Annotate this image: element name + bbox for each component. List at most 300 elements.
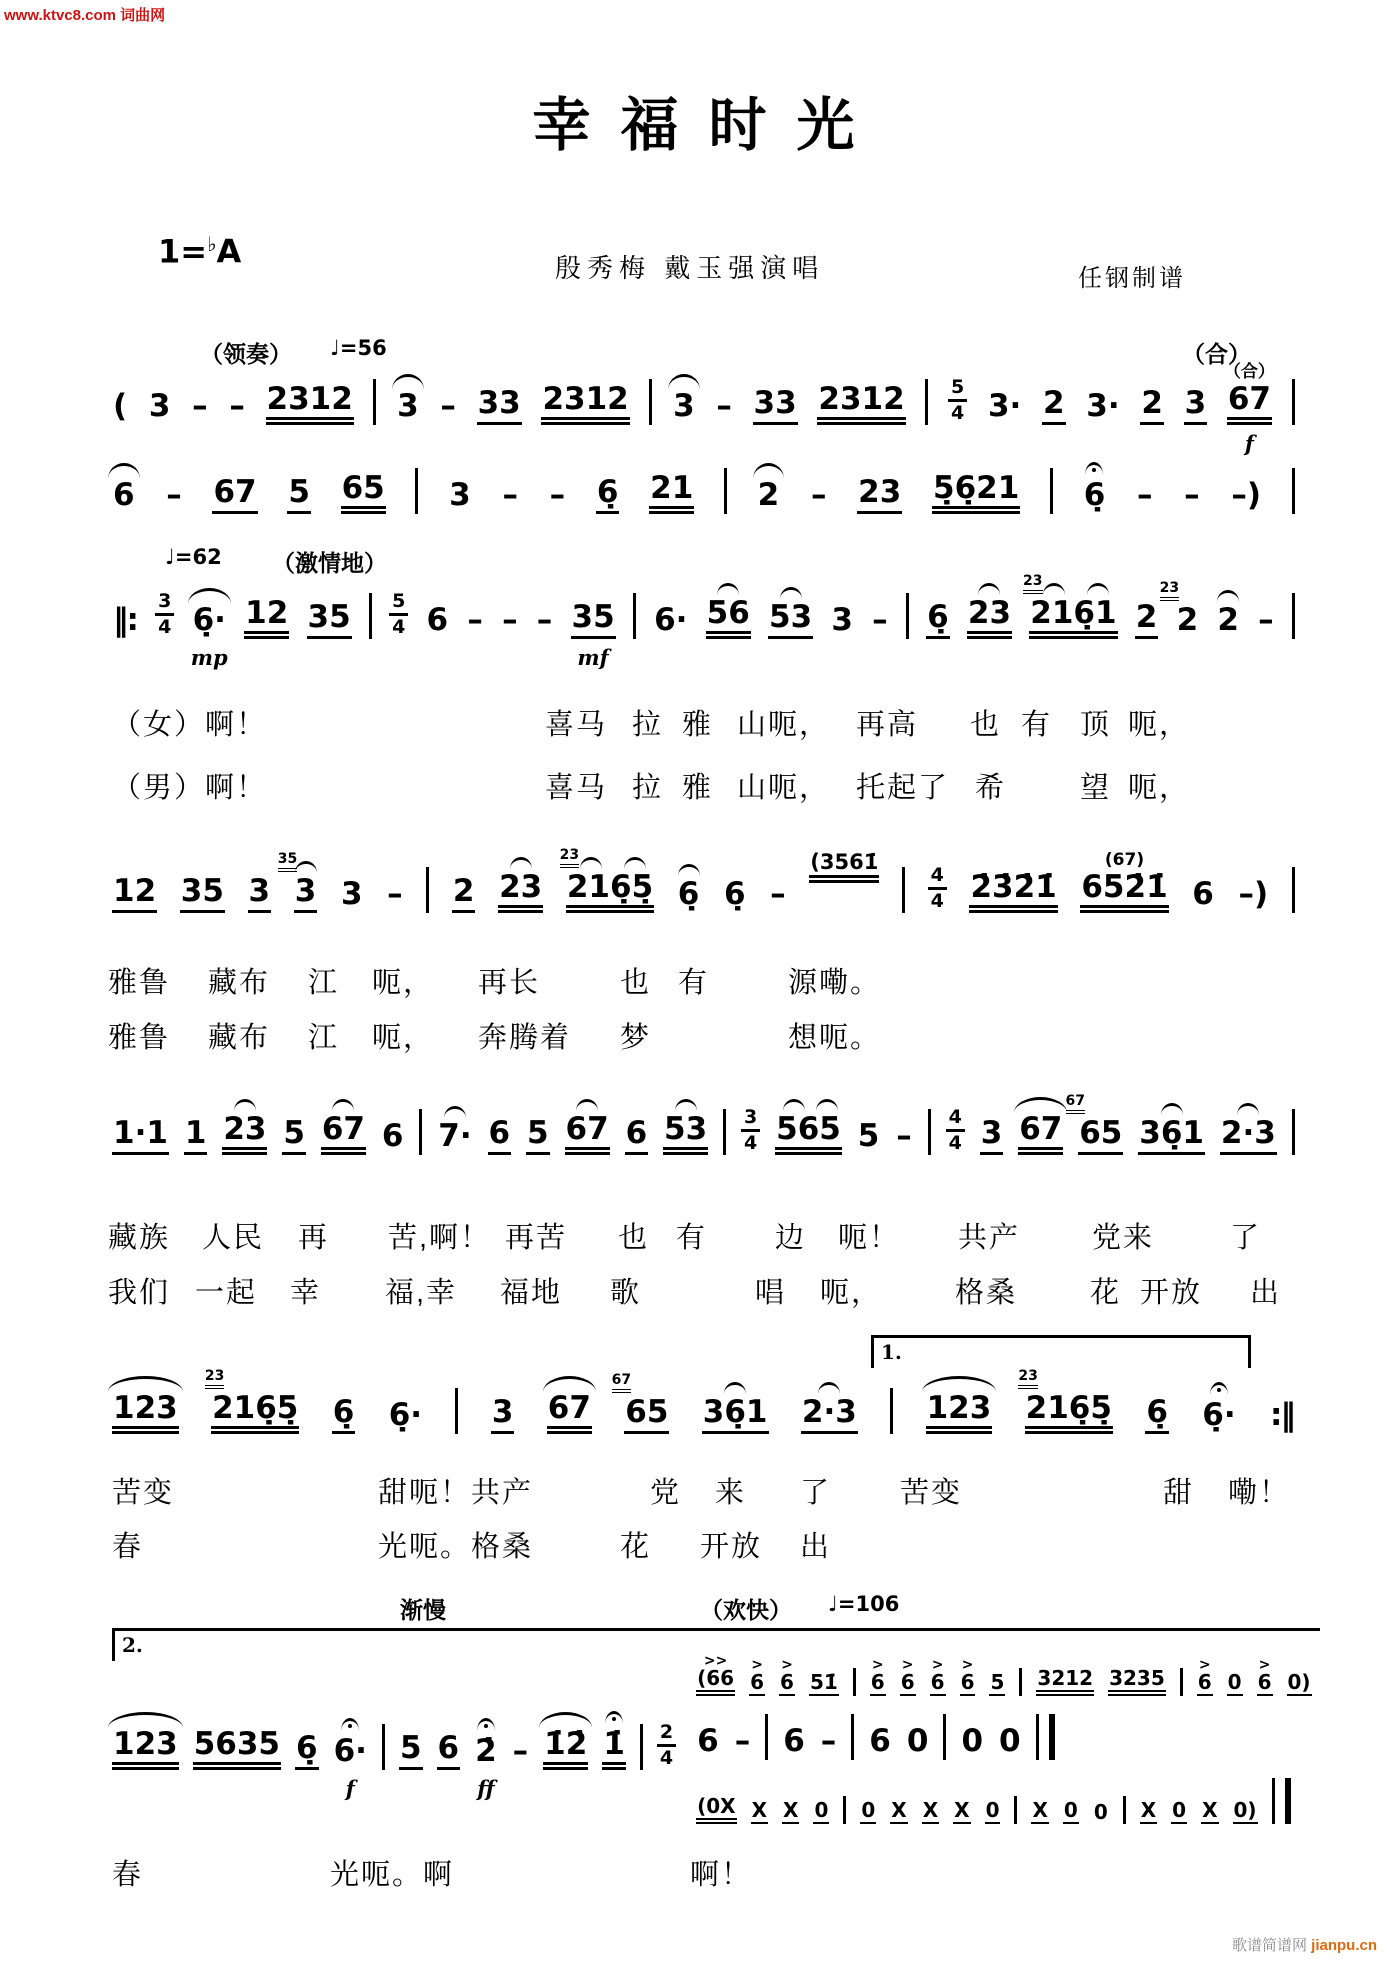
notation: 21 — [649, 473, 694, 514]
lyrics-female-4 — [0, 1470, 1387, 1522]
note — [696, 1796, 736, 1824]
notation: 6· — [333, 1732, 367, 1769]
lyrics-female-2-segment: 也 — [620, 967, 652, 999]
lyrics-male-1-segment: 呃， — [1128, 772, 1191, 804]
barline — [640, 1724, 643, 1770]
notation: 67 — [565, 1114, 610, 1155]
note — [266, 381, 354, 425]
lyrics-female-1-segment: 顶 — [1080, 709, 1112, 741]
notation: 6 — [750, 1670, 765, 1694]
note — [715, 388, 733, 425]
note — [980, 1115, 1004, 1155]
note — [723, 876, 747, 913]
note — [248, 873, 272, 913]
final-barline — [1272, 1778, 1291, 1824]
note — [663, 1111, 708, 1155]
notation: 67 — [1018, 1114, 1063, 1155]
note — [307, 599, 352, 639]
notation: 4 — [930, 890, 944, 912]
lyrics-final — [0, 1852, 1387, 1904]
note — [1257, 602, 1275, 639]
note — [1023, 572, 1117, 639]
note — [498, 869, 543, 913]
arranger: 任钢制谱 — [1078, 265, 1186, 292]
note — [809, 1672, 839, 1696]
notation: 2 — [1217, 602, 1239, 638]
caption-final-tempo — [0, 1592, 1387, 1628]
repeat-sign — [112, 602, 138, 639]
note — [321, 1111, 366, 1155]
lyrics-female-4-segment: 嘞！ — [1228, 1477, 1291, 1509]
time-signature — [657, 1720, 676, 1769]
final-rhythm-voice — [696, 1778, 1311, 1824]
fermata-icon — [1085, 462, 1103, 475]
note — [895, 1118, 913, 1155]
lyrics-female-3-segment: 再 — [298, 1222, 330, 1254]
notation: 4 — [946, 1108, 965, 1132]
note — [960, 1657, 976, 1696]
note — [452, 873, 476, 913]
flat-symbol: ♭ — [207, 232, 217, 256]
slur-arc — [818, 1382, 840, 1394]
lyrics-male-2-segment: 雅鲁 — [108, 1022, 171, 1054]
note — [1184, 385, 1208, 425]
watermark-domain: jianpu.cn — [1311, 1937, 1377, 1954]
lyrics-female-2-segment: 再长 — [478, 967, 541, 999]
watermark-bottom — [1232, 1934, 1377, 1955]
final-barline — [1036, 1714, 1055, 1760]
music-system-6 — [112, 1653, 1311, 1824]
note — [868, 1723, 892, 1760]
music-system-3 — [112, 846, 1295, 913]
notation: 6̣ — [1145, 1397, 1169, 1434]
notation: 123 — [112, 1393, 179, 1434]
note — [488, 1115, 512, 1155]
note — [672, 388, 696, 425]
slur-arc — [724, 1382, 746, 1394]
barline — [1292, 867, 1295, 913]
note — [1237, 876, 1269, 913]
lyrics-female-4-segment: 苦变 — [900, 1477, 963, 1509]
note — [1065, 1092, 1123, 1155]
notation: X — [891, 1798, 907, 1822]
lyrics-female-1-segment: 再高 — [856, 709, 919, 741]
note — [769, 876, 787, 913]
note — [1233, 1800, 1258, 1824]
notation: (3561̇ — [809, 852, 879, 883]
notation: 6 — [1197, 1670, 1212, 1694]
note — [801, 1394, 858, 1434]
note — [466, 602, 484, 639]
note — [112, 1390, 179, 1434]
slur-arc — [1087, 583, 1109, 595]
notation: 0) — [1233, 1798, 1257, 1822]
barline — [843, 1796, 846, 1824]
note — [341, 470, 386, 514]
note — [112, 1725, 179, 1770]
lyrics-female-2-segment: 雅鲁 — [108, 967, 171, 999]
note — [204, 1367, 299, 1434]
slur-arc — [678, 864, 700, 876]
barline — [928, 1109, 931, 1155]
slur-arc — [624, 857, 646, 869]
music-system-5 — [112, 1367, 1295, 1434]
barline — [369, 593, 372, 639]
note — [757, 477, 781, 514]
lyrics-female-4-segment: 甜呃！共产 — [378, 1477, 534, 1509]
lyrics-male-2-segment: 江 — [308, 1022, 340, 1054]
note — [112, 477, 136, 514]
lyrics-male-2-segment: 藏布 — [208, 1022, 271, 1054]
notation: 5 — [948, 378, 967, 402]
note — [985, 1800, 1001, 1824]
note — [870, 1657, 886, 1696]
note — [602, 1725, 626, 1770]
barline — [649, 379, 652, 425]
note — [1287, 1672, 1312, 1696]
note — [782, 1800, 799, 1824]
notation: 5 — [526, 1118, 550, 1155]
annotation: >> — [703, 1653, 728, 1669]
note — [287, 474, 311, 514]
note — [960, 1723, 984, 1760]
note — [1138, 1115, 1205, 1155]
notation: – — [166, 477, 182, 513]
notation: 3235 — [1108, 1668, 1166, 1696]
lyrics-female-4-segment: 甜 — [1163, 1477, 1195, 1509]
notation: X — [954, 1798, 970, 1822]
lyrics-male-3-segment: 呃， — [820, 1277, 883, 1309]
grace-notes: 67 — [1066, 1094, 1085, 1114]
notation: 65 — [624, 1397, 669, 1434]
grace-notes: 23 — [205, 1369, 224, 1389]
caption-lead-tempo-segment: ♩=56 — [330, 336, 387, 360]
note — [830, 602, 854, 639]
lyrics-female-2-segment: 江 — [308, 967, 340, 999]
notation: 3 — [1184, 388, 1208, 425]
lyrics-female-1-segment: 拉 — [632, 709, 664, 741]
barline — [1050, 468, 1053, 514]
note — [191, 388, 209, 425]
notation: 2312 — [817, 384, 905, 425]
note — [399, 1729, 423, 1770]
time-signature — [948, 378, 967, 423]
barline — [1180, 1668, 1183, 1696]
slur-arc — [332, 1099, 354, 1111]
lyrics-male-1-segment: 望 — [1080, 772, 1112, 804]
key-signature — [158, 232, 269, 271]
notation: 67 — [1227, 384, 1272, 425]
slur-arc — [234, 1099, 256, 1111]
lyrics-female-2-segment: 源嘞。 — [788, 967, 882, 999]
notation: –) — [1231, 477, 1262, 513]
barline — [724, 468, 727, 514]
notation: 2̇3̇2̇1̇ — [969, 872, 1057, 913]
slur-arc — [816, 1099, 838, 1111]
note — [332, 1394, 356, 1434]
note — [775, 1111, 842, 1155]
note — [1220, 1115, 1277, 1155]
barline — [1123, 1796, 1126, 1824]
slur-arc — [783, 1099, 805, 1111]
note — [1183, 477, 1201, 514]
barline — [419, 1109, 422, 1155]
note — [1140, 1800, 1157, 1824]
notation: –) — [1238, 876, 1269, 912]
slur-arc — [1237, 1103, 1259, 1115]
fermata-icon — [605, 1711, 623, 1724]
note — [501, 602, 519, 639]
note — [277, 850, 318, 913]
barline — [633, 593, 636, 639]
grace-notes: 23 — [1023, 574, 1042, 594]
note — [437, 1729, 461, 1770]
note — [696, 1723, 720, 1760]
note — [706, 595, 751, 639]
slur-arc — [1217, 590, 1239, 602]
notation: 6̣ — [723, 876, 746, 912]
repeat-sign — [1269, 1397, 1295, 1434]
notation: 5 — [990, 1670, 1005, 1694]
note — [611, 1371, 669, 1434]
lyrics-male-3-segment: 一起 — [195, 1277, 258, 1309]
note — [396, 388, 420, 425]
barline — [426, 867, 429, 913]
note — [1080, 850, 1168, 913]
note — [625, 1115, 649, 1155]
notation: 3 — [294, 876, 318, 913]
note — [1230, 477, 1262, 514]
notation: 0 — [861, 1798, 876, 1822]
grace-notes: 67 — [612, 1373, 631, 1393]
barline — [765, 1714, 768, 1760]
notation: 4 — [744, 1132, 758, 1154]
notation: 4 — [928, 866, 947, 890]
lyrics-male-3-segment: 唱 — [755, 1277, 787, 1309]
notation: :‖ — [1270, 1397, 1294, 1433]
music-system-4 — [112, 1092, 1295, 1155]
barline — [455, 1388, 458, 1434]
note — [734, 1723, 752, 1760]
note — [871, 602, 889, 639]
fermata-icon — [341, 1718, 359, 1731]
caption-verse-tempo — [0, 545, 1387, 581]
lyrics-female-1-segment: 有 — [1021, 709, 1053, 741]
notation: 6 — [625, 1118, 649, 1155]
lyrics-female-4-segment: 苦变 — [112, 1477, 175, 1509]
notation: 2·3 — [1220, 1118, 1277, 1155]
grace-notes: 23 — [560, 848, 579, 868]
lyrics-male-2-segment: 梦 — [620, 1022, 652, 1054]
lyrics-male-2-segment: 奔腾着 — [478, 1022, 572, 1054]
final-main-voice — [696, 1714, 1311, 1760]
note — [340, 876, 364, 913]
lyrics-male-1-segment: 雅 — [682, 772, 714, 804]
notation: – — [440, 388, 456, 424]
notation: 2312 — [541, 384, 629, 425]
note — [381, 1118, 405, 1155]
notation: 2 — [1176, 602, 1199, 638]
slur-arc — [1043, 583, 1065, 595]
lyrics-female-3-segment: 共产 — [958, 1222, 1021, 1254]
note — [222, 1111, 267, 1155]
note — [857, 474, 902, 514]
note — [820, 1723, 838, 1760]
note — [813, 1800, 829, 1824]
notation: – — [1136, 477, 1153, 513]
note — [1227, 1672, 1243, 1696]
dynamic-mark: mf — [577, 645, 609, 670]
dynamic-mark: mp — [190, 645, 228, 670]
lyrics-female-3-segment: 再苦 — [505, 1222, 568, 1254]
lyrics-male-3-segment: 福地 — [500, 1277, 563, 1309]
note — [677, 876, 701, 913]
slur-arc — [580, 857, 602, 869]
lyrics-final-segment: 光呃。啊 — [330, 1859, 455, 1891]
lyrics-male-1-segment: 山呃， — [737, 772, 831, 804]
notation: 53 — [768, 602, 813, 639]
lyrics-male-3-segment: 我们 — [108, 1277, 171, 1309]
notation: 23 — [222, 1114, 267, 1155]
notation: – — [502, 477, 518, 513]
caption-final-tempo-segment: 渐慢 — [400, 1597, 446, 1623]
note — [1085, 388, 1120, 425]
notation: 35 — [180, 876, 225, 913]
note — [817, 381, 905, 425]
barline — [1292, 593, 1295, 639]
notation: 2 — [1140, 388, 1164, 425]
notation: 0 — [961, 1723, 984, 1759]
note — [474, 1732, 498, 1801]
notation: 4 — [659, 1746, 674, 1769]
notation: 6̣ — [677, 876, 700, 912]
notation: 216̣5̣ — [1025, 1393, 1113, 1434]
lyrics-male-3-segment: 开放 — [1140, 1277, 1203, 1309]
lyrics-male-3-segment: 歌 — [610, 1277, 642, 1309]
note — [1083, 477, 1107, 514]
notation: 56 — [706, 598, 751, 639]
note — [190, 602, 228, 670]
notation: 53 — [663, 1114, 708, 1155]
note — [448, 477, 472, 514]
lyrics-female-2-segment: 有 — [678, 967, 710, 999]
dynamic-mark: f — [345, 1775, 355, 1801]
lyrics-male-4-segment: 出 — [800, 1531, 832, 1563]
final-three-voices — [696, 1653, 1311, 1824]
notation: 5 — [287, 477, 311, 514]
lyrics-female-1 — [0, 702, 1387, 754]
notation: 0 — [814, 1798, 829, 1822]
note — [653, 602, 688, 639]
notation: 51̇ — [809, 1670, 838, 1694]
volta-label: 1. — [881, 1340, 902, 1364]
notation: 5̣6̣21 — [932, 473, 1020, 514]
note — [810, 477, 828, 514]
note — [953, 1800, 970, 1824]
notation: 23 — [857, 477, 902, 514]
dynamic-mark: ff — [477, 1775, 495, 1801]
notation: 6 — [870, 1670, 885, 1694]
note — [1042, 385, 1066, 425]
notation: 6̣· — [1202, 1397, 1236, 1433]
notation: 6 — [1192, 876, 1214, 912]
notation: 33 — [753, 388, 798, 425]
notation: 2̇ — [475, 1732, 497, 1769]
note — [501, 477, 519, 514]
grace-notes: 23 — [1160, 581, 1179, 601]
note — [437, 1118, 472, 1155]
note — [439, 388, 457, 425]
notation: X — [1032, 1798, 1048, 1822]
note — [426, 602, 450, 639]
notation: 6 — [113, 477, 135, 513]
notation: 6 — [697, 1723, 719, 1759]
note — [926, 599, 950, 639]
notation: X — [922, 1798, 939, 1822]
notation: 35 — [571, 602, 616, 639]
notation: 2 — [657, 1723, 676, 1747]
note — [536, 602, 554, 639]
notation: 3· — [987, 388, 1022, 424]
time-signature — [389, 592, 408, 637]
note — [1171, 1800, 1187, 1824]
lyrics-female-3-segment: 有 — [676, 1222, 708, 1254]
notation: 0 — [999, 1723, 1021, 1759]
slur-arc — [510, 857, 532, 869]
note — [112, 873, 157, 913]
notation: 123 — [926, 1393, 993, 1434]
notation: 6 — [488, 1118, 512, 1155]
notation: 1̇2̇ — [543, 1729, 588, 1770]
note — [526, 1115, 550, 1155]
annotation: > — [931, 1657, 944, 1673]
lyrics-female-4-segment: 了 — [800, 1477, 832, 1509]
note — [1201, 1800, 1218, 1824]
note — [388, 1397, 423, 1434]
notation: 65 — [1078, 1118, 1123, 1155]
notation: 6 — [900, 1670, 915, 1694]
note — [1201, 1397, 1236, 1434]
note — [922, 1800, 939, 1824]
note — [184, 1115, 208, 1155]
caption-final-tempo-segment: ♩=106 — [828, 1592, 900, 1616]
notation: 3 — [980, 1118, 1004, 1155]
lyrics-female-1-segment: 雅 — [682, 709, 714, 741]
barline — [853, 1668, 856, 1696]
barline — [1292, 1109, 1295, 1155]
notation: – — [820, 1723, 837, 1759]
notation: 6̣ — [926, 602, 950, 639]
lyrics-female-1-segment: 也 — [970, 709, 1002, 741]
note — [749, 1657, 765, 1696]
lyrics-female-1-segment: 喜马 — [545, 709, 608, 741]
note — [333, 1732, 368, 1801]
lyrics-male-4-segment: 光呃。格桑 — [378, 1531, 534, 1563]
barline — [1014, 1796, 1017, 1824]
barline — [1292, 379, 1295, 425]
lyrics-male-4-segment: 春 — [112, 1531, 144, 1563]
volta-label: 2. — [122, 1633, 143, 1657]
lyrics-male-4-segment: 花 — [620, 1531, 652, 1563]
annotation: > — [961, 1657, 974, 1673]
lyrics-female-3-segment: 苦,啊！ — [388, 1222, 492, 1254]
note — [1031, 1800, 1048, 1824]
note — [1093, 1802, 1109, 1824]
notation: 2 — [1042, 388, 1066, 425]
annotation: > — [1198, 1657, 1211, 1673]
watermark-top: www.ktvc8.com 词曲网 — [4, 7, 166, 24]
notation: 3 — [831, 602, 853, 638]
